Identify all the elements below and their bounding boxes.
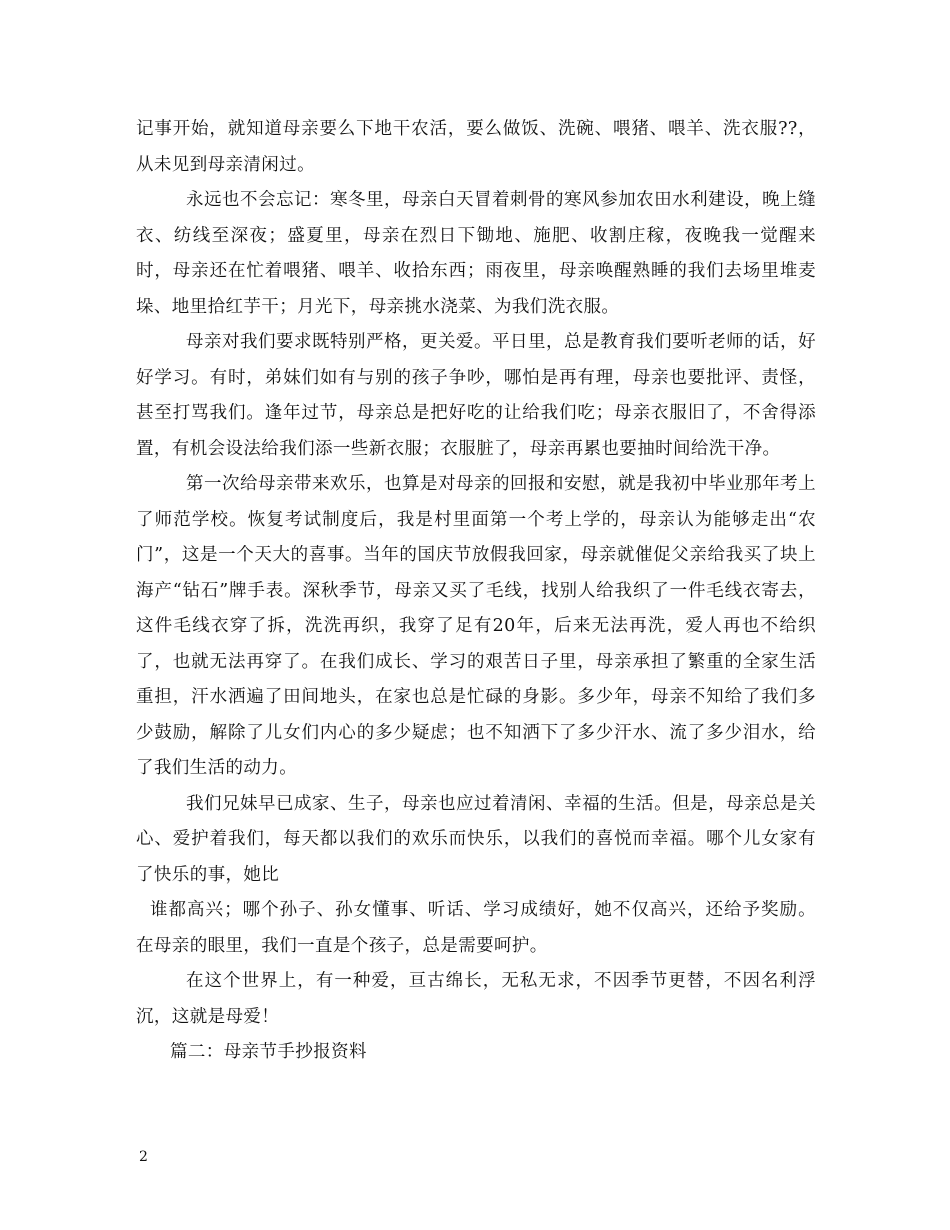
page-number: 2 [139, 1149, 148, 1165]
paragraph-continuation: 记事开始，就知道母亲要么下地干农活，要么做饭、洗碗、喂猪、喂羊、洗衣服??，从未见到母亲清闲过。 [136, 119, 816, 175]
paragraph-mother-labor: 永远也不会忘记：寒冬里，母亲白天冒着刺骨的寒风参加农田水利建设，晚上缝衣、纺线至深夜；盛夏里，母亲在烈日下锄地、施肥、收割庄稼，夜晚我一觉醒来时，母亲还在忙着喂猪、喂羊、收拾东西；雨夜里，母亲唤醒熟睡的我们去场里堆麦垛、地里拾红芋干；月光下，母亲挑水浇菜、为我们洗衣服。 [136, 190, 816, 317]
paragraph-grandchildren: 谁都高兴；哪个孙子、孙女懂事、听话、学习成绩好，她不仅高兴，还给予奖励。 在母亲的眼里，我们一直是个孩子，总是需要呵护。 [136, 900, 816, 956]
paragraph-mother-love: 在这个世界上，有一种爱，亘古绵长，无私无求，不因季节更替，不因名利浮沉，这就是母爱！ [136, 971, 816, 1027]
paragraph-first-joy: 第一次给母亲带来欢乐，也算是对母亲的回报和安慰，就是我初中毕业那年考上了师范学校。恢复考试制度后，我是村里面第一个考上学的，母亲认为能够走出“农门”，这是一个天大的喜事。当年的国庆节放假我回家，母亲就催促父亲给我买了块上海产“钻石”牌手表。深秋季节，母亲又买了毛线，找别人给我织了一件毛线衣寄去，这件毛线衣穿了拆，洗洗再织，我穿了足有20年，后来无法再洗，爱人再也不给织了，也就无法再穿了。在我们成长、学习的艰苦日子里，母亲承担了繁重的全家生活重担，汗水洒遍了田间地头，在家也总是忙碌的身影。多少年，母亲不知给了我们多少鼓励，解除了儿女们内心的多少疑虑；也不知洒下了多少汗水、流了多少泪水，给了我们生活的动力。 [136, 474, 816, 778]
document-body [136, 112, 816, 1071]
paragraph-mother-strict-care: 母亲对我们要求既特别严格，更关爱。平日里，总是教育我们要听老师的话，好好学习。有时，弟妹们如有与别的孩子争吵，哪怕是再有理，母亲也要批评、责怪，甚至打骂我们。逢年过节，母亲总是把好吃的让给我们吃；母亲衣服旧了，不舍得添置，有机会设法给我们添一些新衣服；衣服脏了，母亲再累也要抽时间给洗干净。 [136, 332, 816, 459]
section-heading: 篇二：母亲节手抄报资料 [170, 1042, 367, 1062]
paragraph-siblings-grown: 我们兄妹早已成家、生子，母亲也应过着清闲、幸福的生活。但是，母亲总是关心、爱护着我们，每天都以我们的欢乐而快乐，以我们的喜悦而幸福。哪个儿女家有了快乐的事，她比 [136, 793, 816, 885]
